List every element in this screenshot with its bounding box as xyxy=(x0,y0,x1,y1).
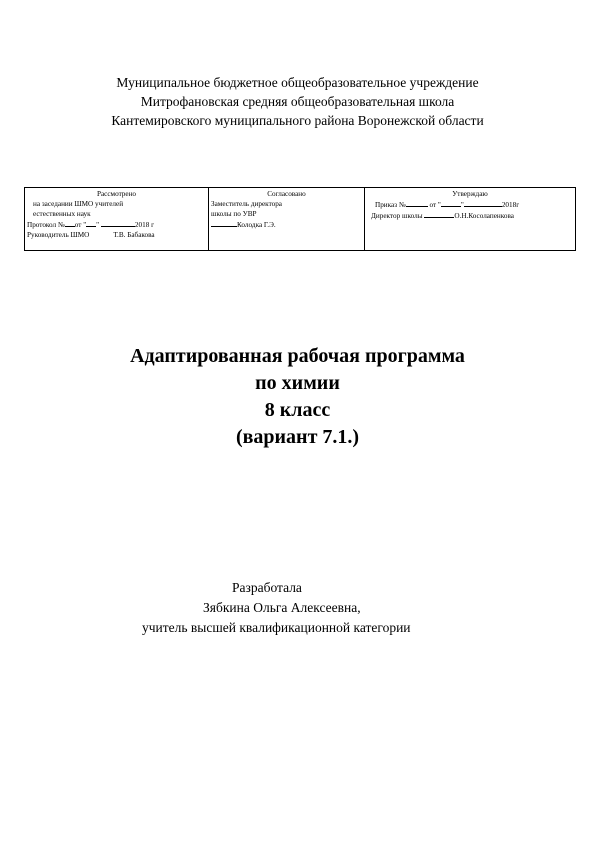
protocol-number-blank xyxy=(65,219,75,227)
agreed-line-school: школы по УВР xyxy=(211,210,257,218)
author-name: Зябкина Ольга Алексеевна, xyxy=(203,600,361,615)
title-line-variant: (вариант 7.1.) xyxy=(235,426,360,448)
director-name: О.Н.Косолапенкова xyxy=(454,212,514,220)
header-line-district: Кантемировского муниципального района Воронежской области xyxy=(111,113,484,128)
considered-title: Рассмотрено xyxy=(96,190,137,198)
approved-title: Утверждаю xyxy=(452,190,488,198)
title-line-subject: по химии xyxy=(255,372,340,394)
approval-table xyxy=(24,187,576,251)
program-title xyxy=(0,343,595,451)
agreed-line-position: Заместитель директора xyxy=(211,200,282,208)
order-date-quote: " xyxy=(460,201,464,209)
approval-cell-agreed xyxy=(209,188,365,251)
considered-line-subject: естественных наук xyxy=(33,210,91,218)
protocol-date-quote: " xyxy=(96,221,100,229)
author-label: Разработала xyxy=(232,580,302,595)
protocol-year: 2018 г xyxy=(134,221,155,229)
order-year: 2018г xyxy=(501,201,520,209)
author-position: учитель высшей квалификационной категории xyxy=(142,620,411,635)
order-date-prefix: от " xyxy=(429,201,441,209)
head-name: Т.В. Бабакова xyxy=(113,231,155,239)
order-day-blank xyxy=(441,199,461,207)
header-line-school: Митрофановская средняя общеобразовательная школа xyxy=(140,94,455,109)
head-label: Руководитель ШМО xyxy=(27,231,90,239)
director-label: Директор школы xyxy=(371,212,423,220)
considered-protocol-line xyxy=(27,219,206,230)
considered-line-meeting: на заседании ШМО учителей xyxy=(33,200,124,208)
director-signature-blank xyxy=(424,210,454,218)
header-line-institution: Муниципальное бюджетное общеобразовательное учреждение xyxy=(116,75,479,90)
order-number-blank xyxy=(406,199,428,207)
protocol-prefix: Протокол № xyxy=(27,221,65,229)
approved-order-line xyxy=(367,199,573,210)
agreed-signature-blank xyxy=(211,219,237,227)
considered-head-line xyxy=(27,230,206,240)
approved-director-line xyxy=(367,210,573,221)
agreed-signature-line xyxy=(211,219,362,230)
approval-cell-approved xyxy=(365,188,576,251)
agreed-title: Согласовано xyxy=(267,190,306,198)
protocol-day-blank xyxy=(86,219,96,227)
title-line-program: Адаптированная рабочая программа xyxy=(130,345,465,367)
protocol-date-prefix: от " xyxy=(74,221,87,229)
title-line-grade: 8 класс xyxy=(264,399,331,421)
order-prefix: Приказ № xyxy=(375,201,406,209)
order-month-blank xyxy=(464,199,502,207)
school-header xyxy=(0,73,595,130)
protocol-month-blank xyxy=(101,219,135,227)
agreed-name: Колодка Г.Э. xyxy=(237,221,276,229)
approval-cell-considered xyxy=(25,188,209,251)
